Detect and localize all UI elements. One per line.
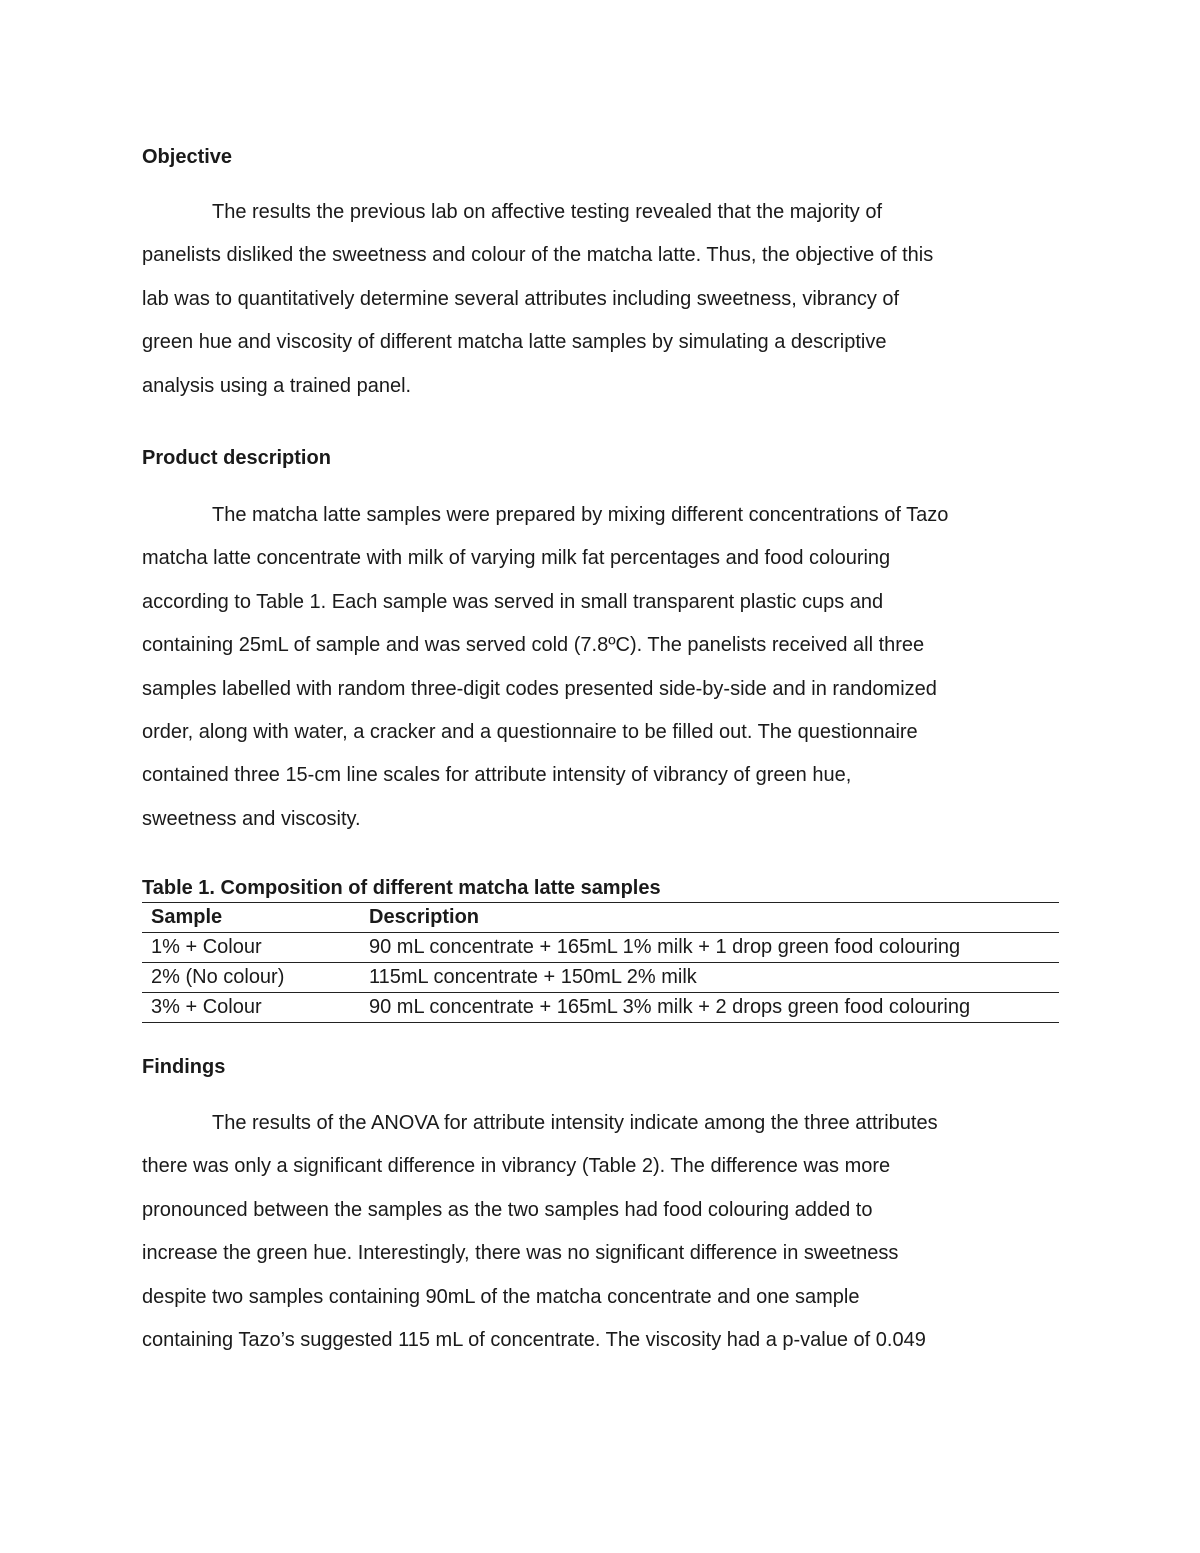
table-row bbox=[142, 993, 1059, 1023]
paragraph-line: there was only a significant difference in vibrancy (Table 2). The difference was more bbox=[142, 1155, 891, 1178]
paragraph-line: according to Table 1. Each sample was served in small transparent plastic cups and bbox=[142, 590, 884, 613]
objective-heading: Objective bbox=[142, 146, 233, 168]
paragraph-line: pronounced between the samples as the two samples had food colouring added to bbox=[142, 1198, 873, 1221]
table-cell-sample: 2% (No colour) bbox=[151, 966, 285, 988]
objective-paragraph bbox=[142, 191, 1060, 408]
table-row bbox=[142, 933, 1059, 963]
paragraph-line: sweetness and viscosity. bbox=[142, 807, 361, 830]
paragraph-line: green hue and viscosity of different matcha latte samples by simulating a descriptive bbox=[142, 331, 887, 354]
product-description-heading: Product description bbox=[142, 447, 331, 469]
findings-heading: Findings bbox=[142, 1056, 226, 1078]
paragraph-line: panelists disliked the sweetness and colour of the matcha latte. Thus, the objective of this bbox=[142, 244, 934, 267]
paragraph-line: The results the previous lab on affective testing revealed that the majority of bbox=[212, 201, 882, 223]
table-header-cell: Sample bbox=[151, 906, 223, 928]
paragraph-line: containing 25mL of sample and was served cold (7.8ºC). The panelists received all three bbox=[142, 634, 925, 657]
paragraph-line: lab was to quantitatively determine several attributes including sweetness, vibrancy of bbox=[142, 287, 900, 310]
product-description-paragraph bbox=[142, 494, 1060, 841]
table-cell-description: 90 mL concentrate + 165mL 1% milk + 1 drop green food colouring bbox=[369, 936, 961, 958]
findings-paragraph bbox=[142, 1102, 1060, 1362]
table-header-cell: Description bbox=[369, 906, 480, 928]
paragraph-line: containing Tazo’s suggested 115 mL of concentrate. The viscosity had a p-value of 0.049 bbox=[142, 1329, 926, 1352]
table-cell-description: 115mL concentrate + 150mL 2% milk bbox=[369, 966, 697, 988]
paragraph-line: despite two samples containing 90mL of the matcha concentrate and one sample bbox=[142, 1285, 860, 1308]
paragraph-line: analysis using a trained panel. bbox=[142, 374, 412, 397]
paragraph-line: contained three 15-cm line scales for attribute intensity of vibrancy of green hue, bbox=[142, 764, 852, 787]
table-cell-description: 90 mL concentrate + 165mL 3% milk + 2 drops green food colouring bbox=[369, 996, 971, 1018]
table-cell-sample: 3% + Colour bbox=[151, 996, 262, 1018]
paragraph-line: The matcha latte samples were prepared by mixing different concentrations of Tazo bbox=[212, 504, 949, 526]
table-header-row bbox=[142, 903, 1059, 933]
table-caption: Table 1. Composition of different matcha latte samples bbox=[142, 877, 661, 899]
paragraph-line: samples labelled with random three-digit codes presented side-by-side and in randomized bbox=[142, 677, 937, 700]
paragraph-line: The results of the ANOVA for attribute intensity indicate among the three attributes bbox=[212, 1112, 938, 1134]
paragraph-line: order, along with water, a cracker and a questionnaire to be filled out. The questionnaire bbox=[142, 721, 918, 744]
composition-table bbox=[142, 902, 1059, 1023]
table-row bbox=[142, 963, 1059, 993]
paragraph-line: increase the green hue. Interestingly, there was no significant difference in sweetness bbox=[142, 1242, 899, 1265]
table-cell-sample: 1% + Colour bbox=[151, 936, 262, 958]
paragraph-line: matcha latte concentrate with milk of varying milk fat percentages and food colouring bbox=[142, 547, 891, 570]
